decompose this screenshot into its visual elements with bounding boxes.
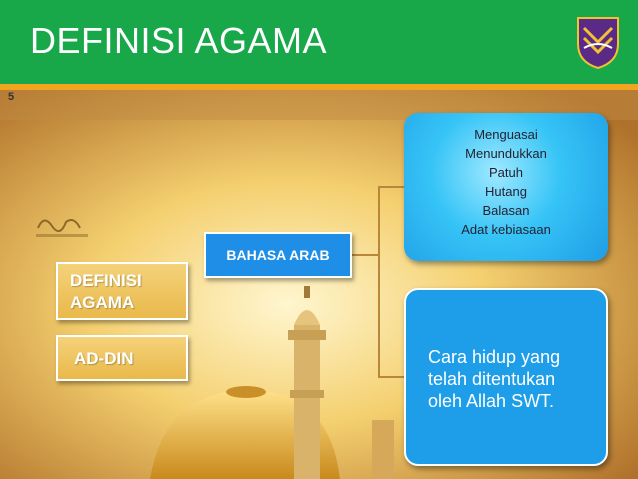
- meaning-item: Menguasai: [474, 127, 538, 142]
- connector-line: [378, 186, 406, 188]
- definition-text: Cara hidup yang telah ditentukan oleh Allah SWT.: [428, 347, 561, 411]
- connector-line: [378, 376, 406, 378]
- meaning-item: Patuh: [489, 165, 523, 180]
- meanings-box: [404, 113, 608, 261]
- meaning-item: Hutang: [485, 184, 527, 199]
- bahasa-arab-label: BAHASA ARAB: [226, 247, 330, 263]
- uitm-crest-icon: [574, 14, 622, 70]
- ad-din-box: [56, 335, 188, 381]
- meaning-item: Menundukkan: [465, 146, 547, 161]
- meaning-item: Adat kebiasaan: [461, 222, 551, 237]
- header-accent-bar: [0, 84, 638, 90]
- connector-line: [352, 254, 380, 256]
- page-title: DEFINISI AGAMA: [30, 20, 328, 61]
- connector-line: [378, 186, 380, 378]
- page-number: 5: [8, 91, 15, 103]
- definition-box: [404, 288, 608, 466]
- definisi-agama-box: [56, 262, 188, 320]
- meaning-item: Balasan: [482, 203, 530, 218]
- calligraphy-watermark-icon: [30, 208, 94, 242]
- ad-din-label: AD-DIN: [74, 349, 134, 368]
- bahasa-arab-box: [204, 232, 352, 278]
- definisi-agama-label: DEFINISI AGAMA: [70, 271, 142, 312]
